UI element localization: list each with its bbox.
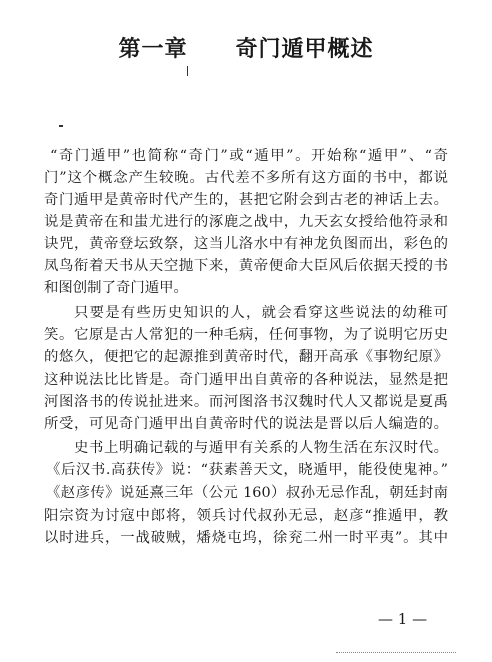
page-number: — 1 — xyxy=(378,610,428,628)
scan-speck xyxy=(187,66,188,76)
text-line: 和图创制了奇门遁甲。 xyxy=(44,280,188,296)
text-line: 河图洛书的传说扯进来。而河图洛书汉魏时代人又都说是夏禹 xyxy=(44,394,448,410)
chapter-title xyxy=(0,32,492,63)
text-line: 这种说法比比皆是。奇门遁甲出自黄帝的各种说法，显然是把 xyxy=(44,372,448,388)
scan-speck xyxy=(59,125,63,127)
text-line: 以时进兵，一战破贼，燔烧屯坞，徐兖二州一时平夷”。其中 xyxy=(44,530,448,546)
text-line: 门”这个概念产生较晚。古代差不多所有这方面的书中，都说 xyxy=(44,170,448,186)
chapter-number: 第一章 xyxy=(118,37,188,62)
chapter-name: 奇门遁甲概述 xyxy=(235,37,374,62)
text-line: 说是黄帝在和蚩尤进行的涿鹿之战中，九天玄女授给他符录和 xyxy=(44,214,448,230)
text-line: “奇门遁甲”也简称“奇门”或“遁甲”。开始称“遁甲”、“奇 xyxy=(50,148,448,164)
text-line: 《后汉书.高获传》说：“获素善天文，晓遁甲，能役使鬼神。” xyxy=(46,462,448,478)
text-line: 只要是有些历史知识的人，就会看穿这些说法的幼稚可 xyxy=(74,305,448,321)
text-line: 阳宗资为讨寇中郎将，领兵讨代叔孙无忌，赵彦“推遁甲，教 xyxy=(44,508,448,524)
text-line: 凤鸟衔着天书从天空抛下来，黄帝便命大臣风后依据天授的书 xyxy=(44,258,448,274)
footer-scan-noise xyxy=(336,652,456,655)
text-line: 所受，可见奇门遁甲出自黄帝时代的说法是晋以后人编造的。 xyxy=(44,416,448,432)
text-line: 史书上明确记载的与遁甲有关系的人物生活在东汉时代。 xyxy=(74,440,448,456)
text-line: 笑。它原是古人常犯的一种毛病，任何事物，为了说明它历史 xyxy=(44,327,448,343)
text-line: 奇门遁甲是黄帝时代产生的，甚把它附会到古老的神话上去。 xyxy=(44,192,448,208)
text-line: 的悠久，便把它的起源推到黄帝时代，翻开高承《事物纪原》 xyxy=(44,349,448,365)
text-line: 诀咒，黄帝登坛致祭，这当儿洛水中有神龙负图而出，彩色的 xyxy=(44,236,448,252)
text-line: 《赵彦传》说延熹三年（公元 160）叔孙无忌作乱，朝廷封南 xyxy=(46,485,448,501)
